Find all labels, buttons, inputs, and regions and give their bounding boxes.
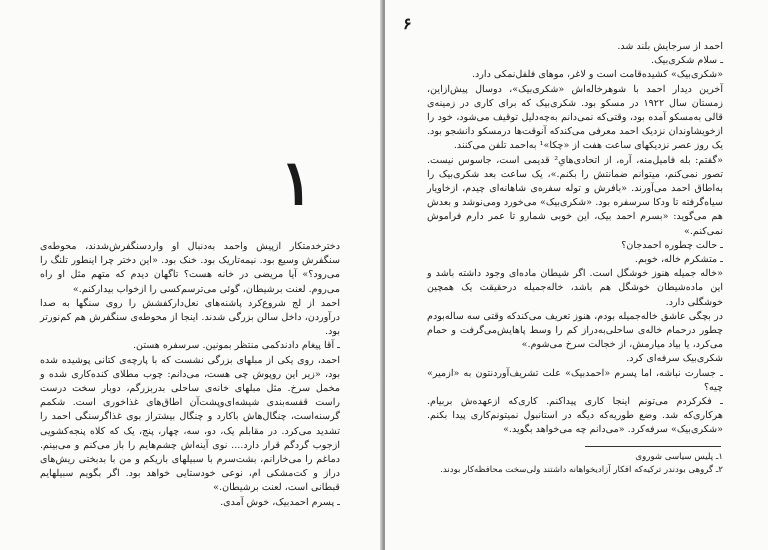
paragraph: در بچگی عاشق خاله‌جمیله بودم، هنوز تعریف می‌کندکه وقتی سه ساله‌بودم چطور درحمام خاله‌ی ساحلی‌به‌دراز کم را وسط پاهایش‌می‌گرفت و حمام می‌کرد، یا بیاد میارمش، از خجالت سرخ می‌شوم.» (427, 310, 723, 351)
paragraph: ـ سلام شکری‌بیک. (651, 55, 723, 67)
paragraph: ـ پسرم احمدبیک، خوش آمدی. (220, 496, 340, 508)
footnote-divider (585, 446, 721, 447)
left-body-text (40, 240, 340, 510)
paragraph: دخترخدمتکار ازپیش واحمد به‌دنبال او واردسنگفرش‌شدند، محوطه‌ی سنگفرش وسیع بود. نیمه‌تاریک بود. خنک بود. «این دختر چرا اینطور تلنگ را می‌رود؟» آیا مریضی در خانه هست؟ تاگهان دیدم که متهم مثل او راه می‌روم. لعنت برشیطان، گوئی می‌ترسم‌کسی را ازخواب بیدارکنم.» (40, 241, 340, 295)
footnotes (427, 451, 723, 476)
paragraph: ـ جسارت نباشه، اما پسرم «احمدبیک» علت تشریف‌آوردنتون به «ازمیر» چیه؟ (427, 367, 723, 393)
paragraph: ـ فکرکردم می‌تونم اینجا کاری پیداکنم. کاری‌که ازعهده‌ش بربیام. هرکاری‌که شد. وضع طوریه‌که دیگه در استانبول نمیتونم‌کاری پیدا بکنم. «شکری‌بیک» سرفه‌کرد. «می‌دانم چه می‌خواهد بگوید.» (427, 396, 723, 436)
paragraph: آخرین دیدار احمد با شوهرخاله‌اش «شکری‌بیک»، دوسال پیش‌ازاین، زمستان سال ۱۹۲۲ در مسکو بود. شکری‌بیک که برای کاری در زمینه‌ی قالی به‌مسکو آمده بود، وقتی‌که نمی‌دانم به‌چه‌دلیل توقیف می‌شود، خود را ازخویشاوندان نزدیک احمد معرفی می‌کندکه آنوقت‌ها درمسکو دانشجو بود. یک روز عصر نزدیکهای ساعت هفت از «چکا»¹ به‌احمد تلفن می‌کنند. (427, 83, 723, 152)
footnote: ۲ـ گروهی بودندر ترکیه‌که افکار آزادیخواهانه داشتند ولی‌سخت محافظه‌کار بودند. (440, 464, 723, 475)
right-body-text (427, 40, 723, 438)
paragraph: شکری‌بیک سرفه‌ای کرد. (626, 353, 723, 365)
right-page (385, 0, 768, 550)
chapter-number: ۱ (280, 146, 314, 219)
paragraph: احمد از سرجایش بلند شد. (617, 41, 723, 52)
paragraph: «شکری‌بیک» کشیده‌قامت است و لاغر، موهای فلفل‌نمکی دارد. (471, 69, 723, 81)
left-page (0, 0, 383, 550)
paragraph: «خاله جمیله هنوز خوشگل است. اگر شیطان ماده‌ای وجود داشته باشد و این ماده‌شیطان خوشگل هم باشد، خاله‌جمیله درحقیقت یک همچین خوشگلی دارد. (427, 268, 723, 308)
paragraph: احمد از لج شروع‌کرد پاشنه‌های نعل‌دارکفشش را روی سنگها به صدا درآوردن، داخل سالن بزرگی شدند. اینجا از محوطه‌ی سنگفرش هم کم‌نورتر بود. (40, 297, 340, 338)
footnote: ۱ـ پلیس سیاسی شوروی (635, 452, 723, 462)
paragraph: ـ متشکرم خاله، خوبم. (634, 254, 723, 266)
paragraph: «گفتم: بله فامیل‌منه، آره، از اتحادی‌هایِ² قدیمی است، جاسوس نیست. تصور نمی‌کنم، میتوانم ضمانتش را بکنم.»، یک ساعت بعد شکری‌بیک را به‌اطاق احمد می‌آورند. «بافرش و توله سفره‌ی شاهانه‌ای چیدم، ازخاویار سیاه‌گرفته تا ودکا سرسفره بود. «شکری‌بیک» می‌خورد و‌می‌نوشد و بعدش هم می‌گوید: «بسرم احمد بیک، این خوبی شمارو تا عمر دارم فراموش نمی‌کنم.» (427, 154, 723, 237)
paragraph: ـ حالت چطوره احمدجان؟ (621, 239, 723, 251)
paragraph: ـ آقا پیغام دادندکمی منتظر بمونین. سرسفره هستن. (132, 340, 340, 352)
paragraph: احمد، روی یکی از مبلهای بزرگی نشست که با پارچه‌ی کتانی پوشیده شده بود، «زیر این روپوش چی هست، می‌دانم: چوب مطلای کنده‌کاری شده و مخمل سرخ. مثل مبلهای خانه‌ی ساحلی بدربزرگم، دوبار سخت درست راست قفسه‌بندی شیشه‌ای‌وپشت‌آن اطاق‌های غذاخوری است. شکمم گرسنه‌است، چنگال‌هاش باکارد و چنگال بیشتراز بوی غذاگرسنگی احمد را تشدید می‌کرد. در مقابلم یک، دو، سه، چهار، پنج، یک که کلاه پنجه‌کشویی ازجوب گردگم قرار دارد.... نوی آینه‌اش چشم‌هایم را باز می‌کنم و می‌بینم. دماغم را می‌خارانم، بشت‌سرم با سبیلهای باریکم و من با بدبختی ریش‌های دراز و کت‌مشکی ام، نوعی خودستایی خواهد بود. اگر بگویم سبیلهایم قبطانی است، لعنت برشیطان.» (40, 354, 340, 494)
page-number: ۶ (403, 14, 412, 33)
